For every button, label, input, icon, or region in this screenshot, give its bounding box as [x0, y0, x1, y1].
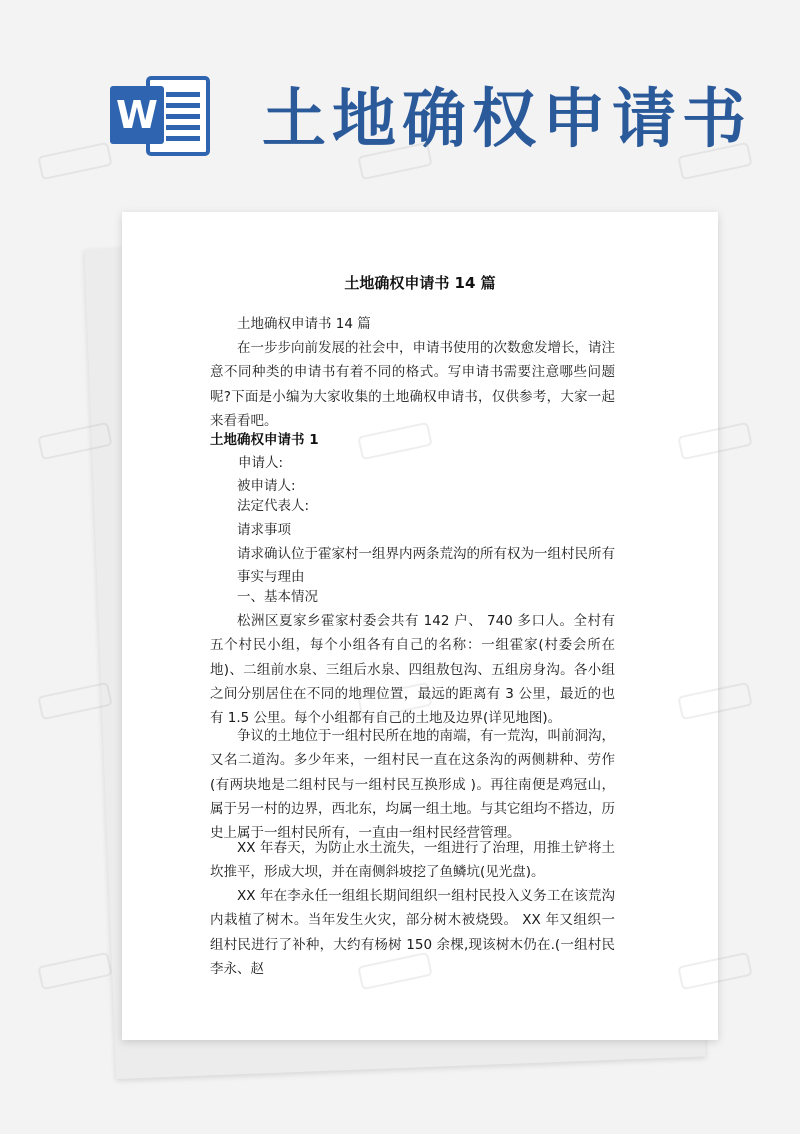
paragraph-2: 争议的土地位于一组村民所在地的南端，有一荒沟，叫前洞沟，又名二道沟。多少年来，一组村民一直在这条沟的两侧耕种、劳作 (有两块地是二组村民与一组村民互换形成 )。再往南便是鸡冠山，属于另一村的边界，西北东，均属一组土地。与其它组均不搭边，历史上属于一组村民所有，一直由一组村民经营管理。 [210, 728, 615, 842]
respondent-line: 被申请人: [237, 478, 296, 494]
facts-heading: 事实与理由 [237, 569, 305, 585]
header-banner [0, 0, 800, 200]
paragraph-3: XX 年春天，为防止水土流失，一组进行了治理，用推土铲将土坎推平，形成大坝，并在南侧斜坡挖了鱼鳞坑(见光盘)。 [210, 840, 615, 881]
legal-rep-line: 法定代表人: [237, 498, 310, 514]
word-document-icon [108, 74, 212, 158]
basic-heading: 一、基本情况 [237, 589, 318, 605]
request-heading: 请求事项 [237, 522, 291, 538]
document-page [122, 212, 718, 1040]
document-subtitle: 土地确权申请书 14 篇 [237, 316, 371, 332]
document-title: 土地确权申请书 14 篇 [344, 274, 496, 292]
applicant-line: 申请人: [238, 455, 284, 471]
word-icon-letter: W [116, 93, 158, 137]
banner-title: 土地确权申请书 [262, 83, 752, 157]
intro-paragraph: 在一步步向前发展的社会中，申请书使用的次数愈发增长，请注意不同种类的申请书有着不同的格式。写申请书需要注意哪些问题呢?下面是小编为大家收集的土地确权申请书，仅供参考，大家一起来看看吧。 [210, 340, 615, 429]
section1-heading: 土地确权申请书 1 [210, 432, 319, 448]
paragraph-1: 松洲区夏家乡霍家村委会共有 142 户、 740 多口人。全村有五个村民小组，每个小组各有自己的名称：一组霍家(村委会所在地)、二组前水泉、三组后水泉、四组敖包沟、五组房身沟。各小组之间分别居住在不同的地理位置，最远的距离有 3 公里，最近的也有 1.5 公里。每个小组都有自己的土地及边界(详见地图)。 [210, 613, 615, 727]
paragraph-4: XX 年在李永任一组组长期间组织一组村民投入义务工在该荒沟内栽植了树木。当年发生火灾，部分树木被烧毁。 XX 年又组织一组村民进行了补种，大约有杨树 150 余棵,现该树木仍在.(一组村民李永、赵 [210, 888, 615, 977]
request-text: 请求确认位于霍家村一组界内两条荒沟的所有权为一组村民所有 [237, 546, 615, 562]
